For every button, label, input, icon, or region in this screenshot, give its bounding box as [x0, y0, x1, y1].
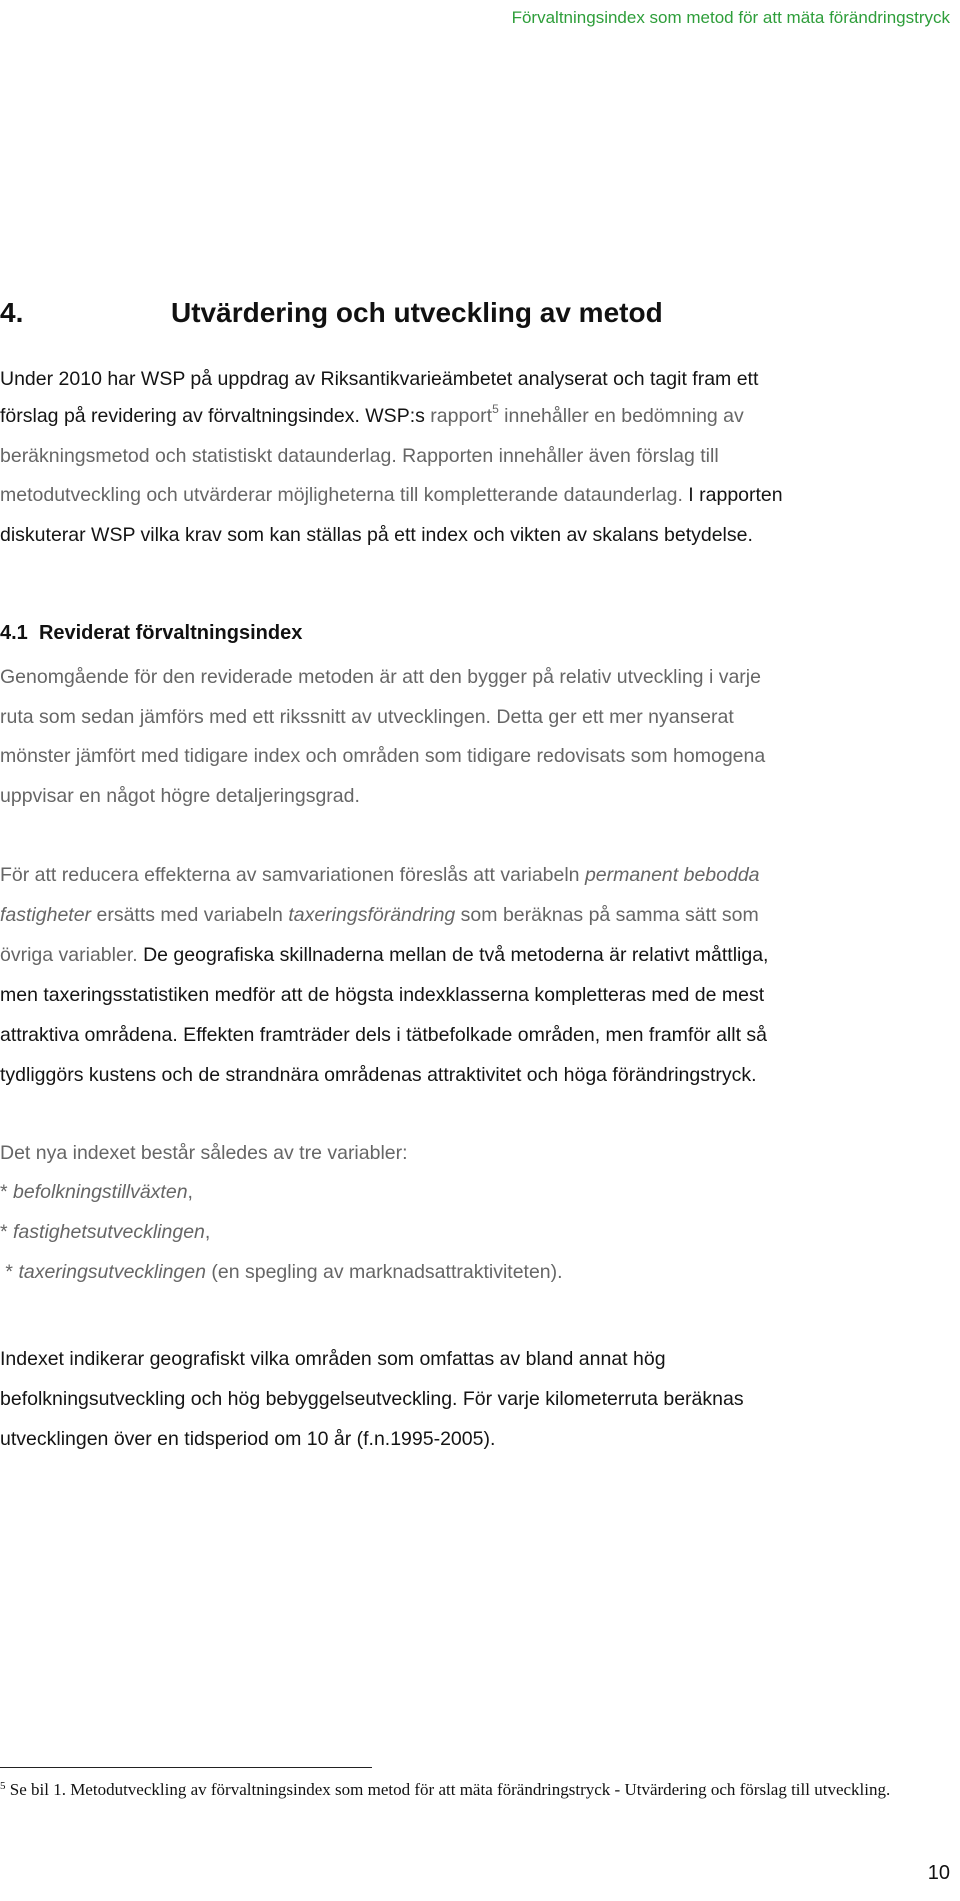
subsection-title: Reviderat förvaltningsindex [38, 622, 303, 644]
text-line [0, 1024, 767, 1047]
footnote-mark: 5 [0, 1780, 6, 1792]
text-line [0, 445, 719, 468]
text-line: befolkningsutveckling och hög bebyggelseutveckling. För varje kilometerruta beräknas [0, 1388, 744, 1410]
text-span: attraktiva områdena. [0, 1024, 178, 1046]
list-item [0, 1221, 210, 1244]
text-span: innehåller en bedömning av [498, 405, 744, 427]
text-span: , [187, 1181, 193, 1203]
text-span: rapport [424, 405, 493, 427]
italic-term: taxeringsförändring [288, 904, 456, 926]
text-span: ruta som sedan jämförs med ett rikssnitt av utvecklingen. [0, 706, 491, 728]
text-span: ersätts med variabeln [91, 904, 289, 926]
section-number: 4. [0, 297, 24, 328]
text-line: Under 2010 har WSP på uppdrag av Riksantikvarieämbetet analyserat och tagit fram ett [0, 368, 759, 390]
text-span: I rapporten [682, 484, 783, 506]
text-span: beräkningsmetod och statistiskt dataunderlag. [0, 445, 397, 467]
page-number: 10 [927, 1862, 950, 1884]
text-line: mönster jämfört med tidigare index och områden som tidigare redovisats som homogena [0, 745, 766, 767]
text-line [0, 484, 783, 507]
text-span: , [204, 1221, 211, 1243]
bullet: * [0, 1221, 14, 1243]
text-span: De geografiska skillnaderna mellan de två metoderna är relativt måttliga, [137, 944, 769, 966]
text-line: men taxeringsstatistiken medför att de högsta indexklasserna kompletteras med de mest [0, 984, 765, 1006]
bullet: * [0, 1181, 14, 1203]
text-span: (en spegling av marknadsattraktiviteten). [205, 1261, 563, 1283]
text-span: Detta ger ett mer nyanserat [490, 706, 734, 728]
footnote-ref: 5 [492, 402, 499, 416]
running-header: Förvaltningsindex som metod för att mäta förändringstryck [511, 8, 950, 27]
text-line [0, 706, 734, 729]
text-span: Effekten framträder dels i tätbefolkade områden, men framför allt så [177, 1024, 768, 1046]
footnote-text: Se bil 1. Metodutveckling av förvaltningsindex som metod för att mäta förändringstryck - Utvärdering och förslag till utveckling. [5, 1780, 891, 1799]
italic-term: taxeringsutvecklingen [18, 1261, 206, 1283]
text-span: som beräknas på samma sätt som [455, 904, 759, 926]
text-line: utvecklingen över en tidsperiod om 10 år (f.n.1995-2005). [0, 1428, 496, 1450]
text-line [0, 402, 744, 428]
list-item [0, 1181, 193, 1204]
list-intro: Det nya indexet består således av tre variabler: [0, 1142, 408, 1164]
italic-term: befolkningstillväxten [13, 1181, 188, 1203]
list-item [0, 1261, 563, 1284]
italic-term: permanent bebodda [584, 864, 760, 886]
text-line: diskuterar WSP vilka krav som kan ställas på ett index och vikten av skalans betydelse. [0, 524, 753, 546]
text-span: förslag på revidering av förvaltningsindex. WSP:s [0, 405, 425, 427]
italic-term: fastighetsutvecklingen [13, 1221, 205, 1243]
text-line: uppvisar en något högre detaljeringsgrad. [0, 785, 360, 807]
italic-term: fastigheter [0, 904, 92, 926]
text-span: Rapporten innehåller även förslag till [396, 445, 719, 467]
text-span: För att reducera effekterna av samvariationen föreslås att variabeln [0, 864, 585, 886]
text-line [0, 864, 760, 887]
text-line: tydliggörs kustens och de strandnära områdenas attraktivitet och höga förändringstryck. [0, 1064, 757, 1086]
text-line: Genomgående för den reviderade metoden är att den bygger på relativ utveckling i varje [0, 666, 761, 688]
footnote [0, 1778, 930, 1804]
bullet: * [0, 1261, 19, 1283]
text-span: övriga variabler. [0, 944, 138, 966]
section-title: Utvärdering och utveckling av metod [171, 297, 663, 328]
text-line: Indexet indikerar geografiskt vilka områden som omfattas av bland annat hög [0, 1348, 666, 1370]
footnote-separator [0, 1767, 372, 1768]
text-line [0, 904, 759, 927]
text-span: metodutveckling och utvärderar möjligheterna till kompletterande dataunderlag. [0, 484, 683, 506]
text-line [0, 944, 768, 967]
subsection-number: 4.1 [0, 622, 28, 644]
subsection-heading [0, 622, 302, 645]
